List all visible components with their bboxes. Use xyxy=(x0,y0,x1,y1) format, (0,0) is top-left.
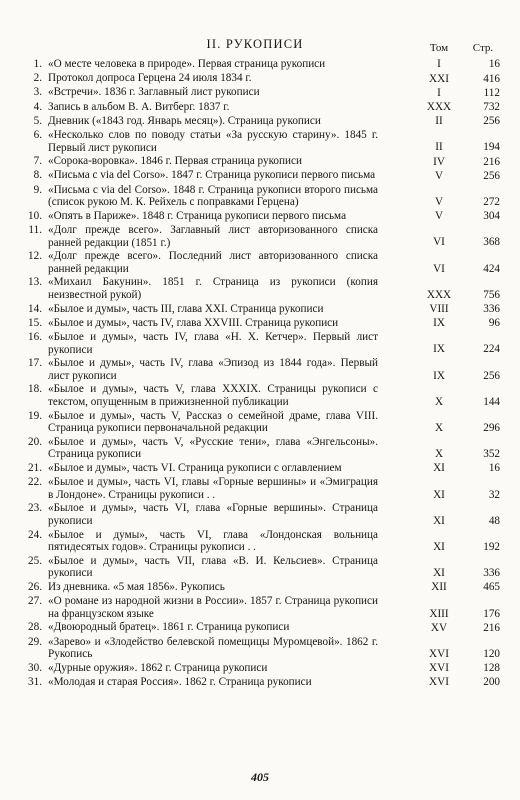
entry-volume: V xyxy=(434,195,444,208)
entry-volume: I xyxy=(437,86,441,99)
entry-number: 19. xyxy=(28,409,42,422)
entry-description: «Былое и думы», часть VI. Страница рукописи с оглавлением xyxy=(48,462,342,474)
entry-description: «Зарево» и «Злодейство белевской помещицы Муромцевой». 1862 г. Рукопись xyxy=(48,635,378,661)
entry-description: «Двоюродный братец». 1861 г. Страница рукописи xyxy=(48,621,290,634)
entry-description: «Дурные оружия». 1862 г. Страница рукописи xyxy=(48,661,268,674)
entry-page: 756 xyxy=(483,288,500,301)
entry-volume: IX xyxy=(433,317,445,330)
entry-description: «О романе из народной жизни в России». 1857 г. Страница рукописи на французском языке xyxy=(48,595,378,620)
entry-volume: IV xyxy=(433,155,445,168)
list-item xyxy=(0,676,520,689)
entry-page: 272 xyxy=(483,195,500,208)
entry-volume: IX xyxy=(433,343,445,356)
list-item xyxy=(0,183,520,209)
entry-volume: XI xyxy=(433,462,445,475)
list-item xyxy=(0,316,520,330)
entry-number: 5. xyxy=(33,114,42,127)
entry-volume: I xyxy=(437,58,441,71)
entry-page: 465 xyxy=(483,581,500,594)
entry-description: «Былое и думы», часть VI, глава «Лондонская вольница пятидесятых годов». Страницы рукописи . . xyxy=(48,528,378,554)
list-item xyxy=(0,114,520,128)
entry-number: 4. xyxy=(33,100,42,113)
entry-page: 96 xyxy=(488,317,500,330)
entry-volume: X xyxy=(434,448,444,461)
column-header-page: Стр. xyxy=(472,42,494,54)
entry-description: «Письма с via del Corso». 1847 г. Страница рукописи первого письма xyxy=(48,169,376,182)
entry-volume: XI xyxy=(433,514,445,527)
entry-page: 200 xyxy=(483,676,500,689)
entry-page: 32 xyxy=(488,488,500,501)
list-item xyxy=(0,169,520,182)
entry-description: «Былое и думы», часть VII, глава «В. И. Кельсиев». Страница рукописи xyxy=(48,554,378,580)
entry-page: 256 xyxy=(483,115,500,128)
entry-volume: XVI xyxy=(429,647,449,660)
entry-description: «Опять в Париже». 1848 г. Страница рукописи первого письма xyxy=(48,209,347,222)
entry-page: 194 xyxy=(483,141,500,154)
entry-description: «Былое и думы», часть IV, глава «Эпизод из 1844 года». Первый лист рукописи xyxy=(48,357,378,382)
entry-page: 296 xyxy=(483,421,500,434)
entry-description: «Былое и думы», часть V, глава XXXIX. Страницы рукописи с текстом, опущенным в прижизненной публикации xyxy=(48,383,378,408)
entry-number: 6. xyxy=(33,129,42,141)
entry-page: 112 xyxy=(483,86,500,99)
entry-page: 256 xyxy=(483,169,500,182)
entry-page: 144 xyxy=(483,395,500,408)
list-item xyxy=(0,621,520,634)
entry-description: «Сорока-воровка». 1846 г. Первая страница рукописи xyxy=(48,155,302,168)
entry-volume: XII xyxy=(431,581,447,594)
entry-description: «Былое и думы», часть IV, глава «Н. Х. Кетчер». Первый лист рукописи xyxy=(48,331,378,356)
list-item xyxy=(0,462,520,475)
list-item xyxy=(0,357,520,382)
list-item xyxy=(0,331,520,356)
list-item xyxy=(0,129,520,154)
list-item xyxy=(0,100,520,113)
entry-volume: VI xyxy=(433,236,445,249)
list-item xyxy=(0,476,520,501)
entry-page: 120 xyxy=(483,647,500,660)
entry-page: 16 xyxy=(488,462,500,475)
entry-page: 304 xyxy=(483,210,500,223)
entry-volume: XI xyxy=(433,567,445,580)
entry-volume: XVI xyxy=(429,662,449,675)
list-item xyxy=(0,155,520,168)
entry-number: 8. xyxy=(33,169,42,182)
entry-number: 27. xyxy=(28,595,42,608)
list-item xyxy=(0,224,520,249)
entry-description: «Несколько слов по поводу статьи «За русскую старину». 1845 г. Первый лист рукописи xyxy=(48,129,378,154)
entry-number: 11. xyxy=(28,224,42,236)
list-item xyxy=(0,383,520,408)
entry-volume: VIII xyxy=(429,302,449,315)
entry-description: «Письма с via del Corso». 1848 г. Страница рукописи второго письма (список рукою М. К. Рейхель с поправками Герцена) xyxy=(48,183,378,209)
entry-number: 23. xyxy=(28,502,42,515)
list-item xyxy=(0,635,520,661)
section-title: II. РУКОПИСИ xyxy=(206,37,304,51)
entry-number: 25. xyxy=(28,554,42,567)
entry-description: «Встречи». 1836 г. Заглавный лист рукописи xyxy=(48,86,260,99)
entry-volume: XI xyxy=(433,488,445,501)
entry-page: 352 xyxy=(483,448,500,461)
entry-number: 29. xyxy=(28,635,42,648)
entry-number: 1. xyxy=(33,58,42,70)
entry-page: 336 xyxy=(483,302,500,315)
entry-number: 28. xyxy=(28,621,42,634)
entry-description: «Былое и думы», часть VI, главы «Горные вершины» и «Эмиграция в Лондоне». Страницы рукописи . . xyxy=(48,476,378,501)
entry-volume: II xyxy=(435,141,443,154)
list-item xyxy=(0,595,520,620)
entry-description: Из дневника. «5 мая 1856». Рукопись xyxy=(48,581,225,593)
entry-volume: II xyxy=(435,115,443,128)
list-item xyxy=(0,435,520,461)
entry-volume: XXI xyxy=(429,72,449,85)
entry-number: 2. xyxy=(33,72,42,85)
entry-number: 22. xyxy=(28,476,42,489)
entry-number: 26. xyxy=(28,581,42,593)
entry-description: «Былое и думы», часть V, «Русские тени», глава «Энгельсоны». Страница рукописи xyxy=(48,435,378,461)
entry-volume: VI xyxy=(433,262,445,275)
entry-number: 10. xyxy=(28,209,42,222)
entry-number: 14. xyxy=(28,302,42,315)
entry-number: 7. xyxy=(33,155,42,168)
entry-page: 224 xyxy=(483,343,500,356)
entry-volume: X xyxy=(434,395,444,408)
entry-page: 336 xyxy=(483,567,500,580)
entry-description: «О месте человека в природе». Первая страница рукописи xyxy=(48,58,326,70)
entry-number: 12. xyxy=(28,250,42,263)
entry-number: 30. xyxy=(28,661,42,674)
entry-volume: V xyxy=(434,169,444,182)
entry-number: 24. xyxy=(28,528,42,541)
list-item xyxy=(0,502,520,527)
entry-description: «Былое и думы», часть VI, глава «Горные вершины». Страница рукописи xyxy=(48,502,378,527)
entry-volume: V xyxy=(434,210,444,223)
entry-number: 31. xyxy=(28,676,42,688)
entry-number: 21. xyxy=(28,462,42,474)
entry-page: 48 xyxy=(488,514,500,527)
entry-description: «Долг прежде всего». Последний лист авторизованного списка ранней редакции xyxy=(48,250,378,275)
list-item xyxy=(0,554,520,580)
entry-page: 16 xyxy=(488,58,500,71)
entry-number: 9. xyxy=(33,183,42,196)
entry-number: 17. xyxy=(28,357,42,370)
entry-description: «Былое и думы», часть V, Рассказ о семейной драме, глава VIII. Страница рукописи первоначальной редакции xyxy=(48,409,378,435)
entry-volume: XV xyxy=(430,621,448,634)
entry-number: 20. xyxy=(28,435,42,448)
entry-number: 18. xyxy=(28,383,42,396)
list-item xyxy=(0,209,520,223)
list-item xyxy=(0,302,520,315)
list-item xyxy=(0,581,520,594)
entry-page: 416 xyxy=(483,72,500,85)
list-item xyxy=(0,409,520,435)
list-item xyxy=(0,528,520,554)
entry-volume: XXX xyxy=(426,288,452,301)
entry-volume: IX xyxy=(433,369,445,382)
list-item xyxy=(0,58,520,71)
entry-page: 732 xyxy=(483,100,500,113)
entry-page: 256 xyxy=(483,369,500,382)
entry-volume: XVI xyxy=(429,676,449,689)
list-item xyxy=(0,86,520,99)
entry-description: Запись в альбом В. А. Витберг. 1837 г. xyxy=(48,100,230,113)
entry-number: 3. xyxy=(33,86,42,99)
entry-description: «Долг прежде всего». Заглавный лист авторизованного списка ранней редакции (1851 г.) xyxy=(48,224,378,249)
entry-volume: X xyxy=(434,421,444,434)
entry-description: Протокол допроса Герцена 24 июля 1834 г. xyxy=(48,72,252,85)
entry-volume: XXX xyxy=(426,100,452,113)
entry-number: 15. xyxy=(28,316,42,329)
entry-page: 128 xyxy=(483,662,500,675)
entry-volume: XIII xyxy=(429,607,449,620)
entry-page: 368 xyxy=(483,236,500,249)
entry-page: 424 xyxy=(483,262,500,275)
page-number: 405 xyxy=(251,770,269,784)
entry-page: 216 xyxy=(483,155,500,168)
entry-page: 216 xyxy=(483,621,500,634)
entry-description: Дневник («1843 год. Январь месяц»). Страница рукописи xyxy=(48,114,321,127)
list-item xyxy=(0,276,520,301)
entry-description: «Былое и думы», часть IV, глава XXVIII. Страница рукописи xyxy=(48,316,339,329)
list-item xyxy=(0,661,520,675)
list-item xyxy=(0,250,520,275)
entry-description: «Былое и думы», часть III, глава XXI. Страница рукописи xyxy=(48,302,324,315)
list-item xyxy=(0,72,520,85)
entry-number: 16. xyxy=(28,331,42,343)
entry-page: 192 xyxy=(483,540,500,553)
entry-page: 176 xyxy=(483,607,500,620)
entry-volume: XI xyxy=(433,540,445,553)
entry-description: «Молодая и старая Россия». 1862 г. Страница рукописи xyxy=(48,676,312,688)
entry-number: 13. xyxy=(28,276,42,289)
column-header-volume: Том xyxy=(429,42,449,54)
entry-description: «Михаил Бакунин». 1851 г. Страница из рукописи (копия неизвестной рукой) xyxy=(48,276,378,301)
